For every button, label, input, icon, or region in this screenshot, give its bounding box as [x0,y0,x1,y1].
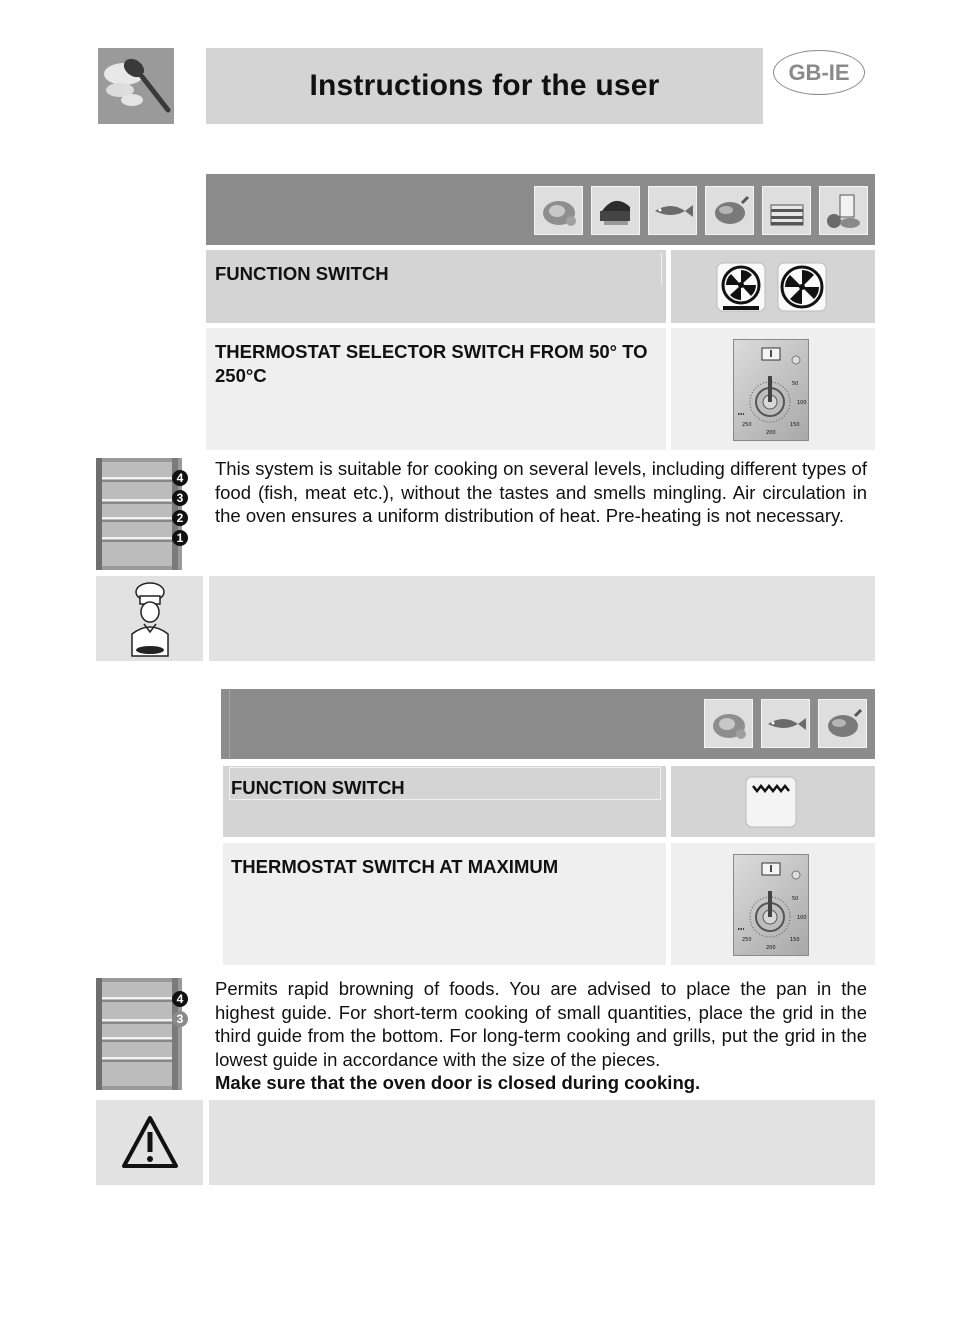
chef-spoon-icon [98,48,174,124]
knob-scale-50: 50 [792,896,799,902]
section1-thermostat-label: THERMOSTAT SELECTOR SWITCH FROM 50° TO 250°C [215,341,648,386]
section1-oven-rack-image [96,458,192,570]
section2-description-block [215,977,867,1095]
section2-function-label: FUNCTION SWITCH [231,777,405,798]
fish-icon [648,186,697,235]
rack-number-2: 2 [172,510,188,526]
section2-thermostat-label: THERMOSTAT SWITCH AT MAXIMUM [231,856,559,877]
section2-oven-rack-image [96,978,192,1090]
fan-with-bottom-element-icon [716,262,766,314]
section2-thermostat-cell [223,843,666,965]
knob-scale-100: 100 [797,915,807,921]
divider [229,689,230,759]
rack-number-list [172,470,188,546]
chef-spoon-logo [98,48,174,124]
warning-icon [120,1114,180,1170]
section1-note-box [209,576,875,661]
section1-food-icons [534,186,868,235]
section2-note-icon-box [96,1100,203,1185]
thermostat-knob-icon [733,854,809,956]
knob-scale-200: 200 [766,430,776,436]
fish-icon [761,699,810,748]
region-badge [773,50,865,95]
page-title-bar [206,48,763,124]
divider [661,253,662,285]
bread-icon [591,186,640,235]
region-badge-text: GB-IE [788,59,850,85]
poultry-icon [705,186,754,235]
thermostat-knob-icon [733,339,809,441]
knob-scale-200: 200 [766,945,776,951]
section1-description: This system is suitable for cooking on several levels, including different types of food (fish, meat etc.), without the tastes and smells mingling. Air circulation in the oven ensures a uniform distribution of heat. Pre-heating is not necessary. [215,458,867,526]
rack-number-4: 4 [172,470,188,486]
knob-scale-250: 250 [742,937,752,943]
knob-scale-150: 150 [790,422,800,428]
rack-number-3: 3 [172,490,188,506]
fan-icon [777,262,827,312]
section1-function-icon-cell [671,250,875,323]
grill-element-icon [745,776,797,828]
rack-number-3: 3 [172,1011,188,1027]
poultry-icon [818,699,867,748]
knob-scale-100: 100 [797,400,807,406]
section2-food-icons [704,699,867,748]
section2-description: Permits rapid browning of foods. You are advised to place the pan in the highest guide. For short-term cooking of small quantities, place the grid in the third guide from the bottom. For long-term cooking and grills, put the grid in the lowest guide in accordance with the size of the pieces. [215,978,867,1070]
section2-description-bold: Make sure that the oven door is closed during cooking. [215,1072,701,1093]
section2-thermostat-icon-cell [671,843,875,965]
knob-scale-50: 50 [792,381,799,387]
page-title: Instructions for the user [309,69,660,102]
cake-icon [762,186,811,235]
rack-number-4: 4 [172,991,188,1007]
knob-scale-250: 250 [742,422,752,428]
section2-function-icon-cell [671,766,875,837]
section1-function-cell [206,250,666,323]
section1-thermostat-cell [206,328,666,450]
rack-number-list [172,991,188,1027]
section2-function-cell [223,766,666,837]
knob-scale-150: 150 [790,937,800,943]
meat-icon [704,699,753,748]
chef-icon [118,580,182,658]
vegetables-icon [819,186,868,235]
section1-note-icon-box [96,576,203,661]
section2-note-box [209,1100,875,1185]
rack-number-1: 1 [172,530,188,546]
section1-thermostat-icon-cell [671,328,875,450]
meat-icon [534,186,583,235]
section1-function-label: FUNCTION SWITCH [215,263,389,284]
